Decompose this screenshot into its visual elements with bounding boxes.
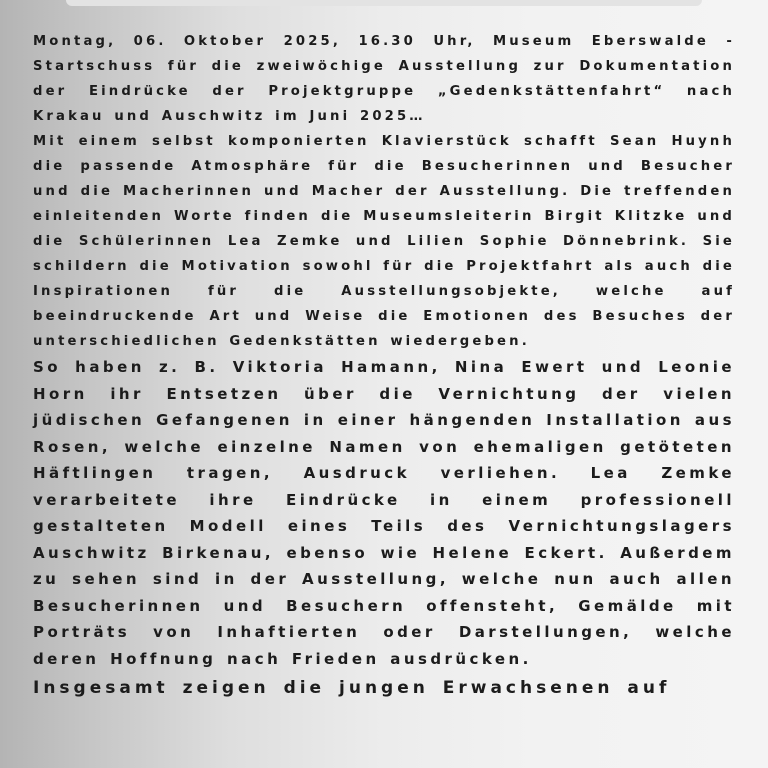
paragraph-exhibits: So haben z. B. Viktoria Hamann, Nina Ewert und Leonie Horn ihr Entsetzen über die Vernichtung der vielen jüdischen Gefangenen in einer hängenden Installation aus Rosen, welche einzelne Namen von ehemaligen getöteten Häftlingen tragen, Ausdruck verliehen. Lea Zemke verarbeitete ihre Eindrücke in einem professionell gestalteten Modell eines Teils des Vernichtungslagers Auschwitz Birkenau, ebenso wie Helene Eckert. Außerdem zu sehen sind in der Ausstellung, welche nun auch allen Besucherinnen und Besuchern offensteht, Gemälde mit Porträts von Inhaftierten oder Darstellungen, welche deren Hoffnung nach Frieden ausdrücken.	[33, 358, 735, 668]
top-tab-bar	[66, 0, 702, 6]
article-body	[33, 29, 735, 703]
paragraph-opening: Mit einem selbst komponierten Klavierstück schafft Sean Huynh die passende Atmosphäre für die Besucherinnen und Besucher und die Macherinnen und Macher der Ausstellung. Die treffenden einleitenden Worte finden die Museumsleiterin Birgit Klitzke und die Schülerinnen Lea Zemke und Lilien Sophie Dönnebrink. Sie schildern die Motivation sowohl für die Projektfahrt als auch die Inspirationen für die Ausstellungsobjekte, welche auf beeindruckende Art und Weise die Emotionen des Besuches der unterschiedlichen Gedenkstätten wiedergeben.	[33, 134, 735, 349]
paragraph-summary: Insgesamt zeigen die jungen Erwachsenen auf	[33, 678, 671, 698]
paragraph-intro: Montag, 06. Oktober 2025, 16.30 Uhr, Museum Eberswalde - Startschuss für die zweiwöchige Ausstellung zur Dokumentation der Eindrücke der Projektgruppe „Gedenkstättenfahrt“ nach Krakau und Auschwitz im Juni 2025…	[33, 34, 735, 124]
